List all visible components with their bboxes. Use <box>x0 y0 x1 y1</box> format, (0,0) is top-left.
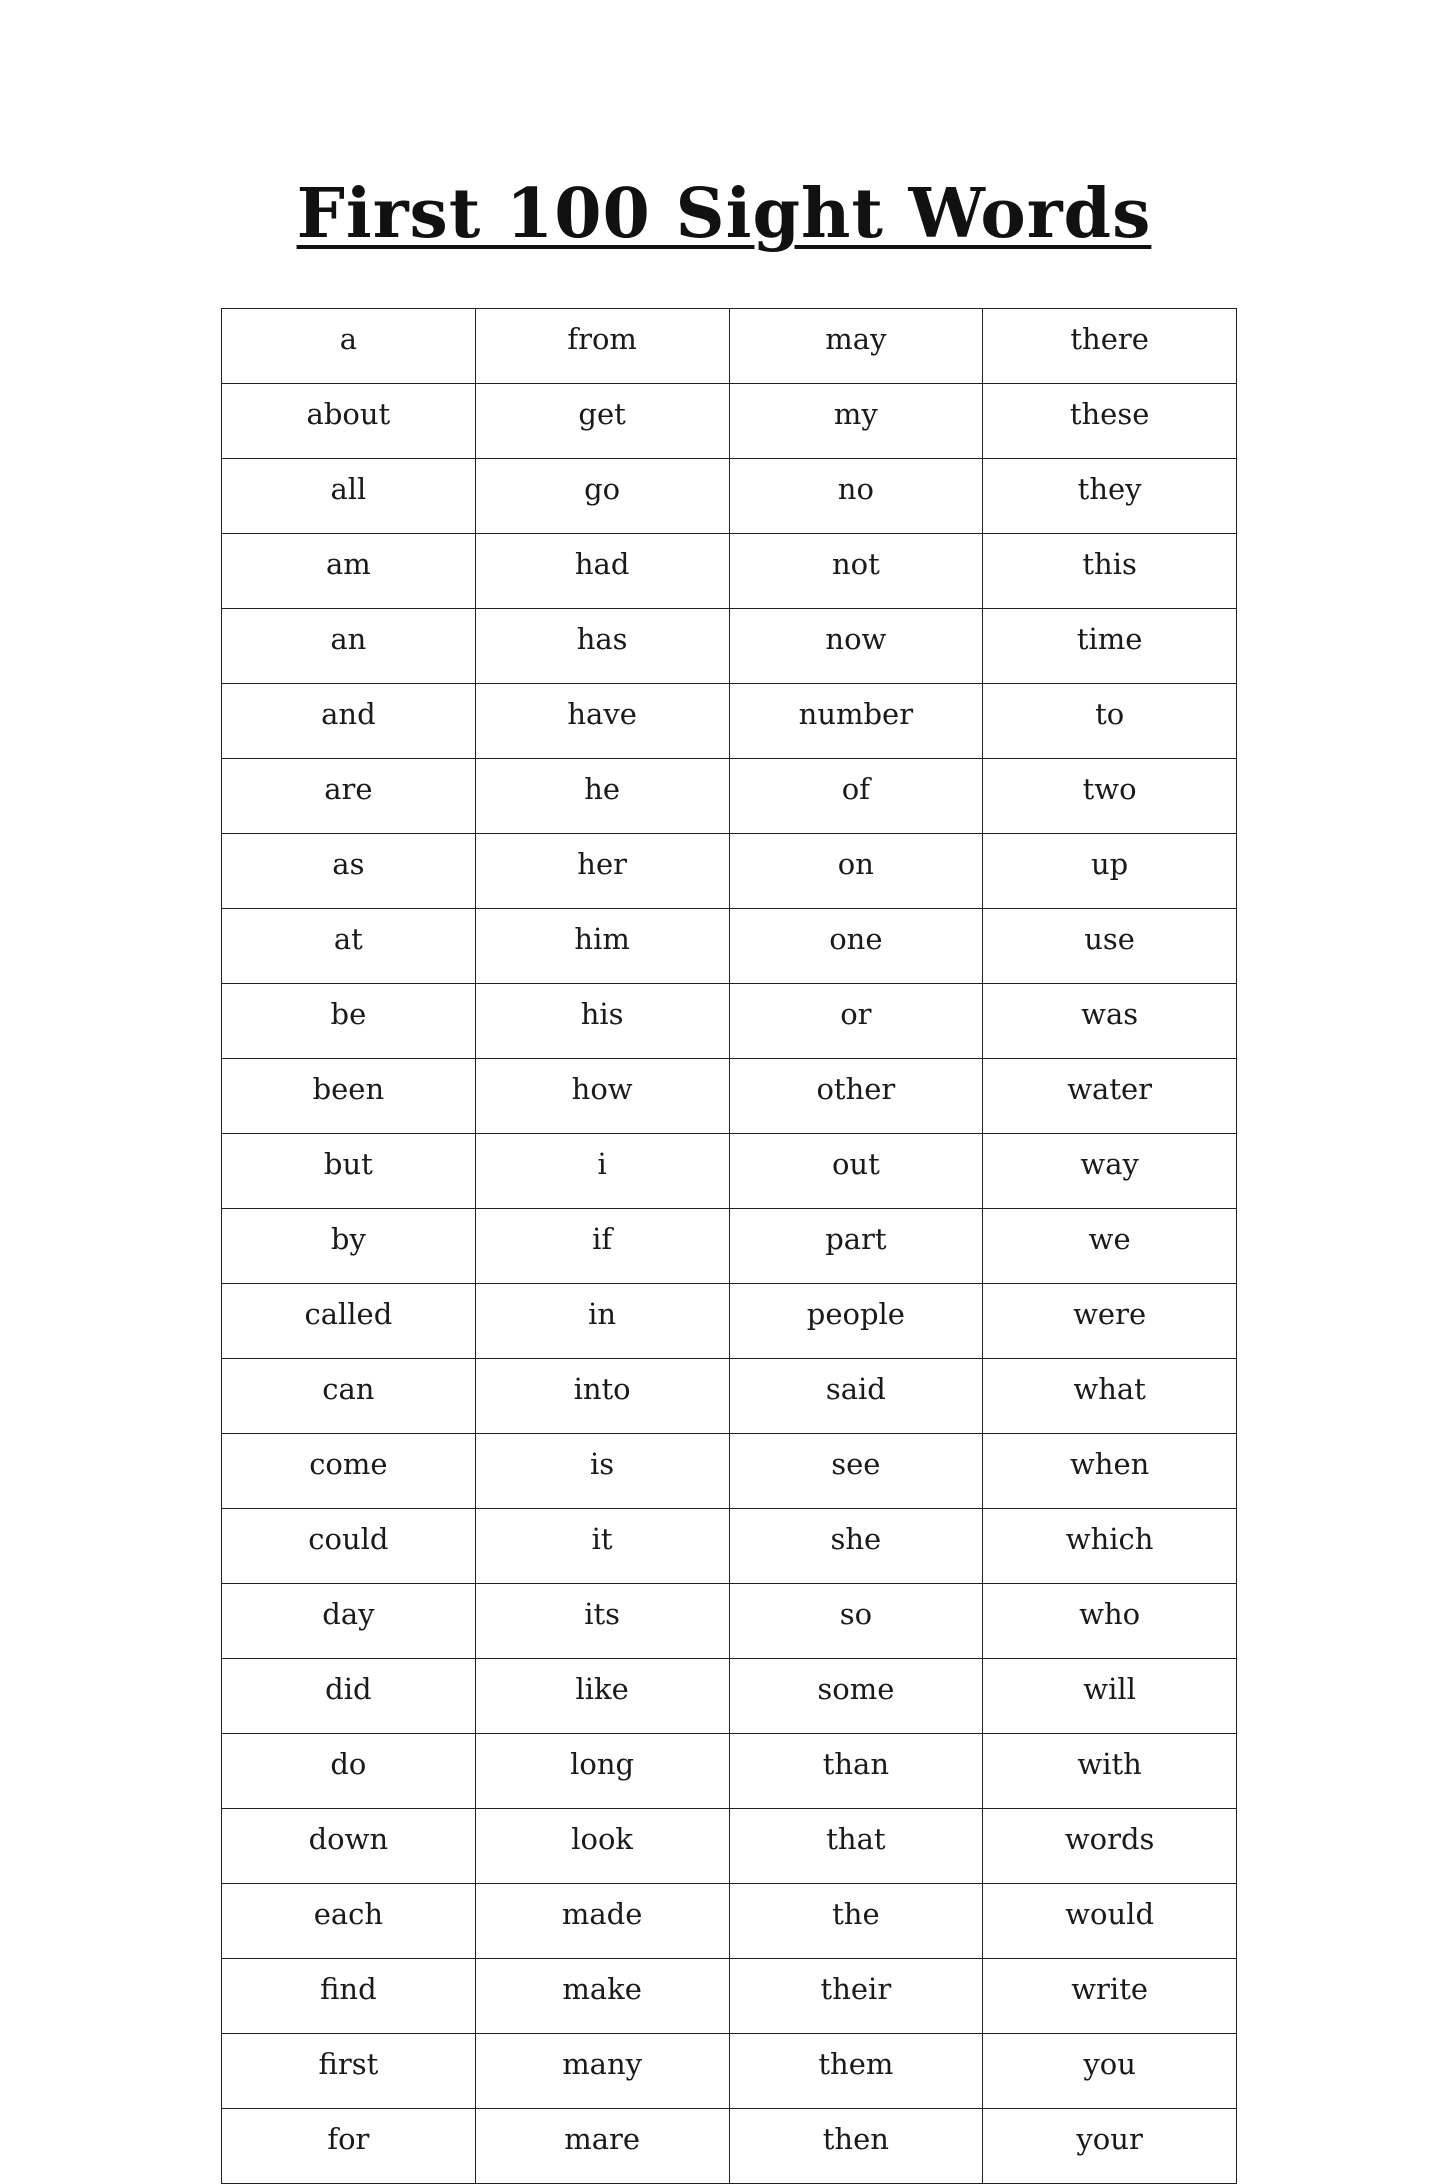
word-cell: is <box>475 1434 729 1509</box>
word-cell: a <box>222 309 476 384</box>
table-row <box>222 1434 1237 1509</box>
word-cell: make <box>475 1959 729 2034</box>
word-cell: you <box>983 2034 1237 2109</box>
word-cell: called <box>222 1284 476 1359</box>
word-cell: are <box>222 759 476 834</box>
word-cell: an <box>222 609 476 684</box>
word-cell: write <box>983 1959 1237 2034</box>
word-cell: up <box>983 834 1237 909</box>
word-cell: people <box>729 1284 983 1359</box>
table-row <box>222 309 1237 384</box>
word-cell: were <box>983 1284 1237 1359</box>
table-row <box>222 1884 1237 1959</box>
table-row <box>222 609 1237 684</box>
word-cell: like <box>475 1659 729 1734</box>
table-row <box>222 1584 1237 1659</box>
word-cell: so <box>729 1584 983 1659</box>
word-cell: about <box>222 384 476 459</box>
word-cell: two <box>983 759 1237 834</box>
word-cell: him <box>475 909 729 984</box>
word-cell: would <box>983 1884 1237 1959</box>
table-row <box>222 384 1237 459</box>
word-cell: has <box>475 609 729 684</box>
word-cell: these <box>983 384 1237 459</box>
word-cell: its <box>475 1584 729 1659</box>
word-cell: or <box>729 984 983 1059</box>
word-cell: find <box>222 1959 476 2034</box>
word-cell: look <box>475 1809 729 1884</box>
table-row <box>222 534 1237 609</box>
word-cell: the <box>729 1884 983 1959</box>
word-cell: first <box>222 2034 476 2109</box>
table-row <box>222 1659 1237 1734</box>
word-cell: day <box>222 1584 476 1659</box>
page-title-text: First 100 Sight Words <box>296 174 1152 254</box>
word-cell: be <box>222 984 476 1059</box>
page-title <box>0 174 1448 254</box>
table-row <box>222 1359 1237 1434</box>
word-cell: from <box>475 309 729 384</box>
word-cell: words <box>983 1809 1237 1884</box>
word-cell: made <box>475 1884 729 1959</box>
word-cell: mare <box>475 2109 729 2184</box>
word-cell: was <box>983 984 1237 1059</box>
word-cell: when <box>983 1434 1237 1509</box>
word-cell: on <box>729 834 983 909</box>
table-row <box>222 1209 1237 1284</box>
table-row <box>222 759 1237 834</box>
word-cell: there <box>983 309 1237 384</box>
word-cell: your <box>983 2109 1237 2184</box>
table-row <box>222 1509 1237 1584</box>
word-cell: one <box>729 909 983 984</box>
word-cell: get <box>475 384 729 459</box>
table-row <box>222 2109 1237 2184</box>
word-cell: had <box>475 534 729 609</box>
word-cell: way <box>983 1134 1237 1209</box>
word-cell: not <box>729 534 983 609</box>
word-cell: we <box>983 1209 1237 1284</box>
word-cell: am <box>222 534 476 609</box>
word-cell: will <box>983 1659 1237 1734</box>
word-cell: all <box>222 459 476 534</box>
table-row <box>222 909 1237 984</box>
word-cell: with <box>983 1734 1237 1809</box>
word-cell: some <box>729 1659 983 1734</box>
word-cell: this <box>983 534 1237 609</box>
word-cell: how <box>475 1059 729 1134</box>
word-cell: can <box>222 1359 476 1434</box>
word-cell: by <box>222 1209 476 1284</box>
word-cell: i <box>475 1134 729 1209</box>
word-cell: into <box>475 1359 729 1434</box>
word-cell: then <box>729 2109 983 2184</box>
word-cell: said <box>729 1359 983 1434</box>
word-cell: to <box>983 684 1237 759</box>
table-row <box>222 1959 1237 2034</box>
word-cell: them <box>729 2034 983 2109</box>
word-cell: now <box>729 609 983 684</box>
word-cell: but <box>222 1134 476 1209</box>
word-cell: have <box>475 684 729 759</box>
word-cell: number <box>729 684 983 759</box>
word-cell: may <box>729 309 983 384</box>
table-row <box>222 834 1237 909</box>
table-row <box>222 684 1237 759</box>
word-cell: for <box>222 2109 476 2184</box>
table-row <box>222 459 1237 534</box>
word-cell: other <box>729 1059 983 1134</box>
word-cell: my <box>729 384 983 459</box>
word-cell: what <box>983 1359 1237 1434</box>
word-cell: down <box>222 1809 476 1884</box>
word-cell: did <box>222 1659 476 1734</box>
word-cell: his <box>475 984 729 1059</box>
word-cell: that <box>729 1809 983 1884</box>
table-row <box>222 1134 1237 1209</box>
word-cell: come <box>222 1434 476 1509</box>
word-cell: their <box>729 1959 983 2034</box>
word-cell: no <box>729 459 983 534</box>
word-cell: time <box>983 609 1237 684</box>
word-cell: of <box>729 759 983 834</box>
word-cell: at <box>222 909 476 984</box>
word-cell: water <box>983 1059 1237 1134</box>
table-row <box>222 1809 1237 1884</box>
word-cell: could <box>222 1509 476 1584</box>
word-cell: it <box>475 1509 729 1584</box>
sight-words-table-body <box>222 309 1237 2184</box>
word-cell: who <box>983 1584 1237 1659</box>
word-cell: she <box>729 1509 983 1584</box>
sight-words-table <box>221 308 1237 2184</box>
table-row <box>222 1734 1237 1809</box>
word-cell: he <box>475 759 729 834</box>
word-cell: each <box>222 1884 476 1959</box>
word-cell: many <box>475 2034 729 2109</box>
word-cell: her <box>475 834 729 909</box>
word-cell: they <box>983 459 1237 534</box>
word-cell: as <box>222 834 476 909</box>
word-cell: in <box>475 1284 729 1359</box>
word-cell: been <box>222 1059 476 1134</box>
word-cell: do <box>222 1734 476 1809</box>
table-row <box>222 1059 1237 1134</box>
word-cell: which <box>983 1509 1237 1584</box>
word-cell: see <box>729 1434 983 1509</box>
word-cell: part <box>729 1209 983 1284</box>
word-cell: go <box>475 459 729 534</box>
word-cell: use <box>983 909 1237 984</box>
table-row <box>222 984 1237 1059</box>
table-row <box>222 2034 1237 2109</box>
word-cell: than <box>729 1734 983 1809</box>
word-cell: out <box>729 1134 983 1209</box>
word-cell: if <box>475 1209 729 1284</box>
table-row <box>222 1284 1237 1359</box>
word-cell: and <box>222 684 476 759</box>
word-cell: long <box>475 1734 729 1809</box>
